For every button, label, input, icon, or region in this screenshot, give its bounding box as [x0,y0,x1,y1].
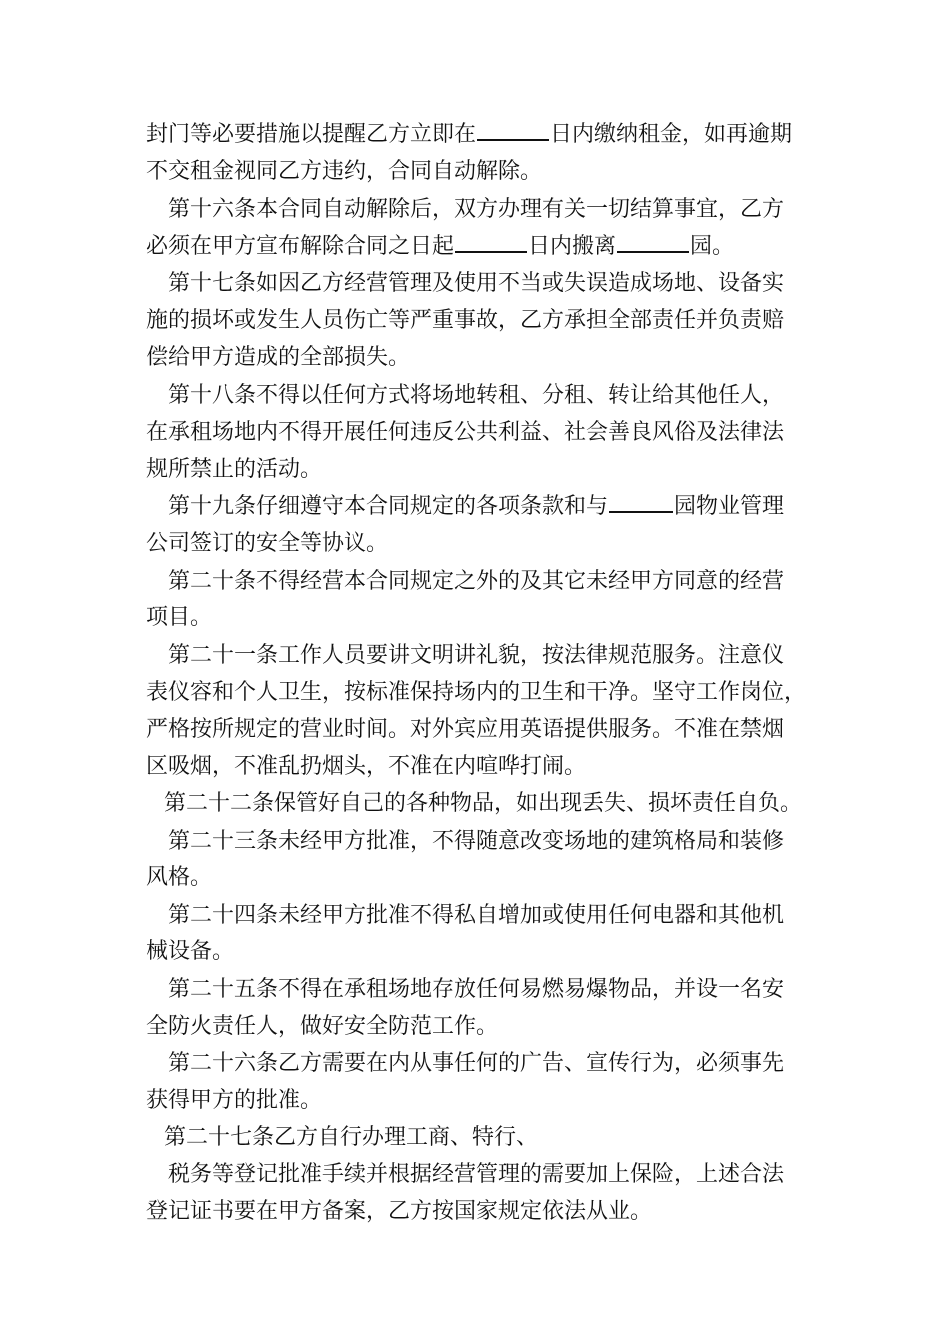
text-line: 第二十四条未经甲方批准不得私自增加或使用任何电器和其他机 [168,903,785,928]
text-line: 第十六条本合同自动解除后，双方办理有关一切结算事宜，乙方 [168,197,785,222]
text-line: 公司签订的安全等协议。 [146,531,389,556]
text-line: 全防火责任人，做好安全防范工作。 [146,1014,499,1039]
text-line: 第二十条不得经营本合同规定之外的及其它未经甲方同意的经营 [168,569,785,594]
text-line: 第二十一条工作人员要讲文明讲礼貌，按法律规范服务。注意仪 [168,643,785,668]
text-line: 表仪容和个人卫生，按标准保持场内的卫生和干净。坚守工作岗位， [146,680,807,705]
text-line: 封门等必要措施以提醒乙方立即在 日内缴纳租金，如再逾期 [146,122,793,147]
text-line: 登记证书要在甲方备案，乙方按国家规定依法从业。 [146,1199,653,1224]
text-line: 风格。 [146,865,213,890]
text-line: 区吸烟，不准乱扔烟头，不准在内喧哗打闹。 [146,754,587,779]
text-line: 第二十三条未经甲方批准，不得随意改变场地的建筑格局和装修 [168,829,785,854]
fill-blank [609,493,673,513]
text-line: 第十九条仔细遵守本合同规定的各项条款和与 园物业管理 [168,494,785,519]
text-line: 施的损坏或发生人员伤亡等严重事故，乙方承担全部责任并负责赔 [146,308,785,333]
text-line: 第二十七条乙方自行办理工商、特行、 [164,1125,539,1150]
text-line: 税务等登记批准手续并根据经营管理的需要加上保险，上述合法 [168,1162,785,1187]
text-line: 不交租金视同乙方违约，合同自动解除。 [146,159,543,184]
text-line: 第十七条如因乙方经营管理及使用不当或失误造成场地、设备实 [168,271,785,296]
text-line: 项目。 [146,605,213,630]
text-line: 获得甲方的批准。 [146,1088,323,1113]
text-line: 第二十五条不得在承租场地存放任何易燃易爆物品，并设一名安 [168,977,785,1002]
text-line: 械设备。 [146,939,235,964]
text-line: 偿给甲方造成的全部损失。 [146,345,411,370]
text-line: 严格按所规定的营业时间。对外宾应用英语提供服务。不准在禁烟 [146,717,785,742]
fill-blank [617,233,689,253]
fill-blank [477,121,549,141]
text-line: 规所禁止的活动。 [146,457,323,482]
text-line: 第二十六条乙方需要在内从事任何的广告、宣传行为，必须事先 [168,1051,785,1076]
text-line: 第二十二条保管好自己的各种物品，如出现丢失、损坏责任自负。 [164,791,803,816]
fill-blank [455,233,527,253]
text-line: 在承租场地内不得开展任何违反公共利益、社会善良风俗及法律法 [146,420,785,445]
text-line: 必须在甲方宣布解除合同之日起 日内搬离 园。 [146,234,735,259]
text-line: 第十八条不得以任何方式将场地转租、分租、转让给其他任人， [168,383,785,408]
